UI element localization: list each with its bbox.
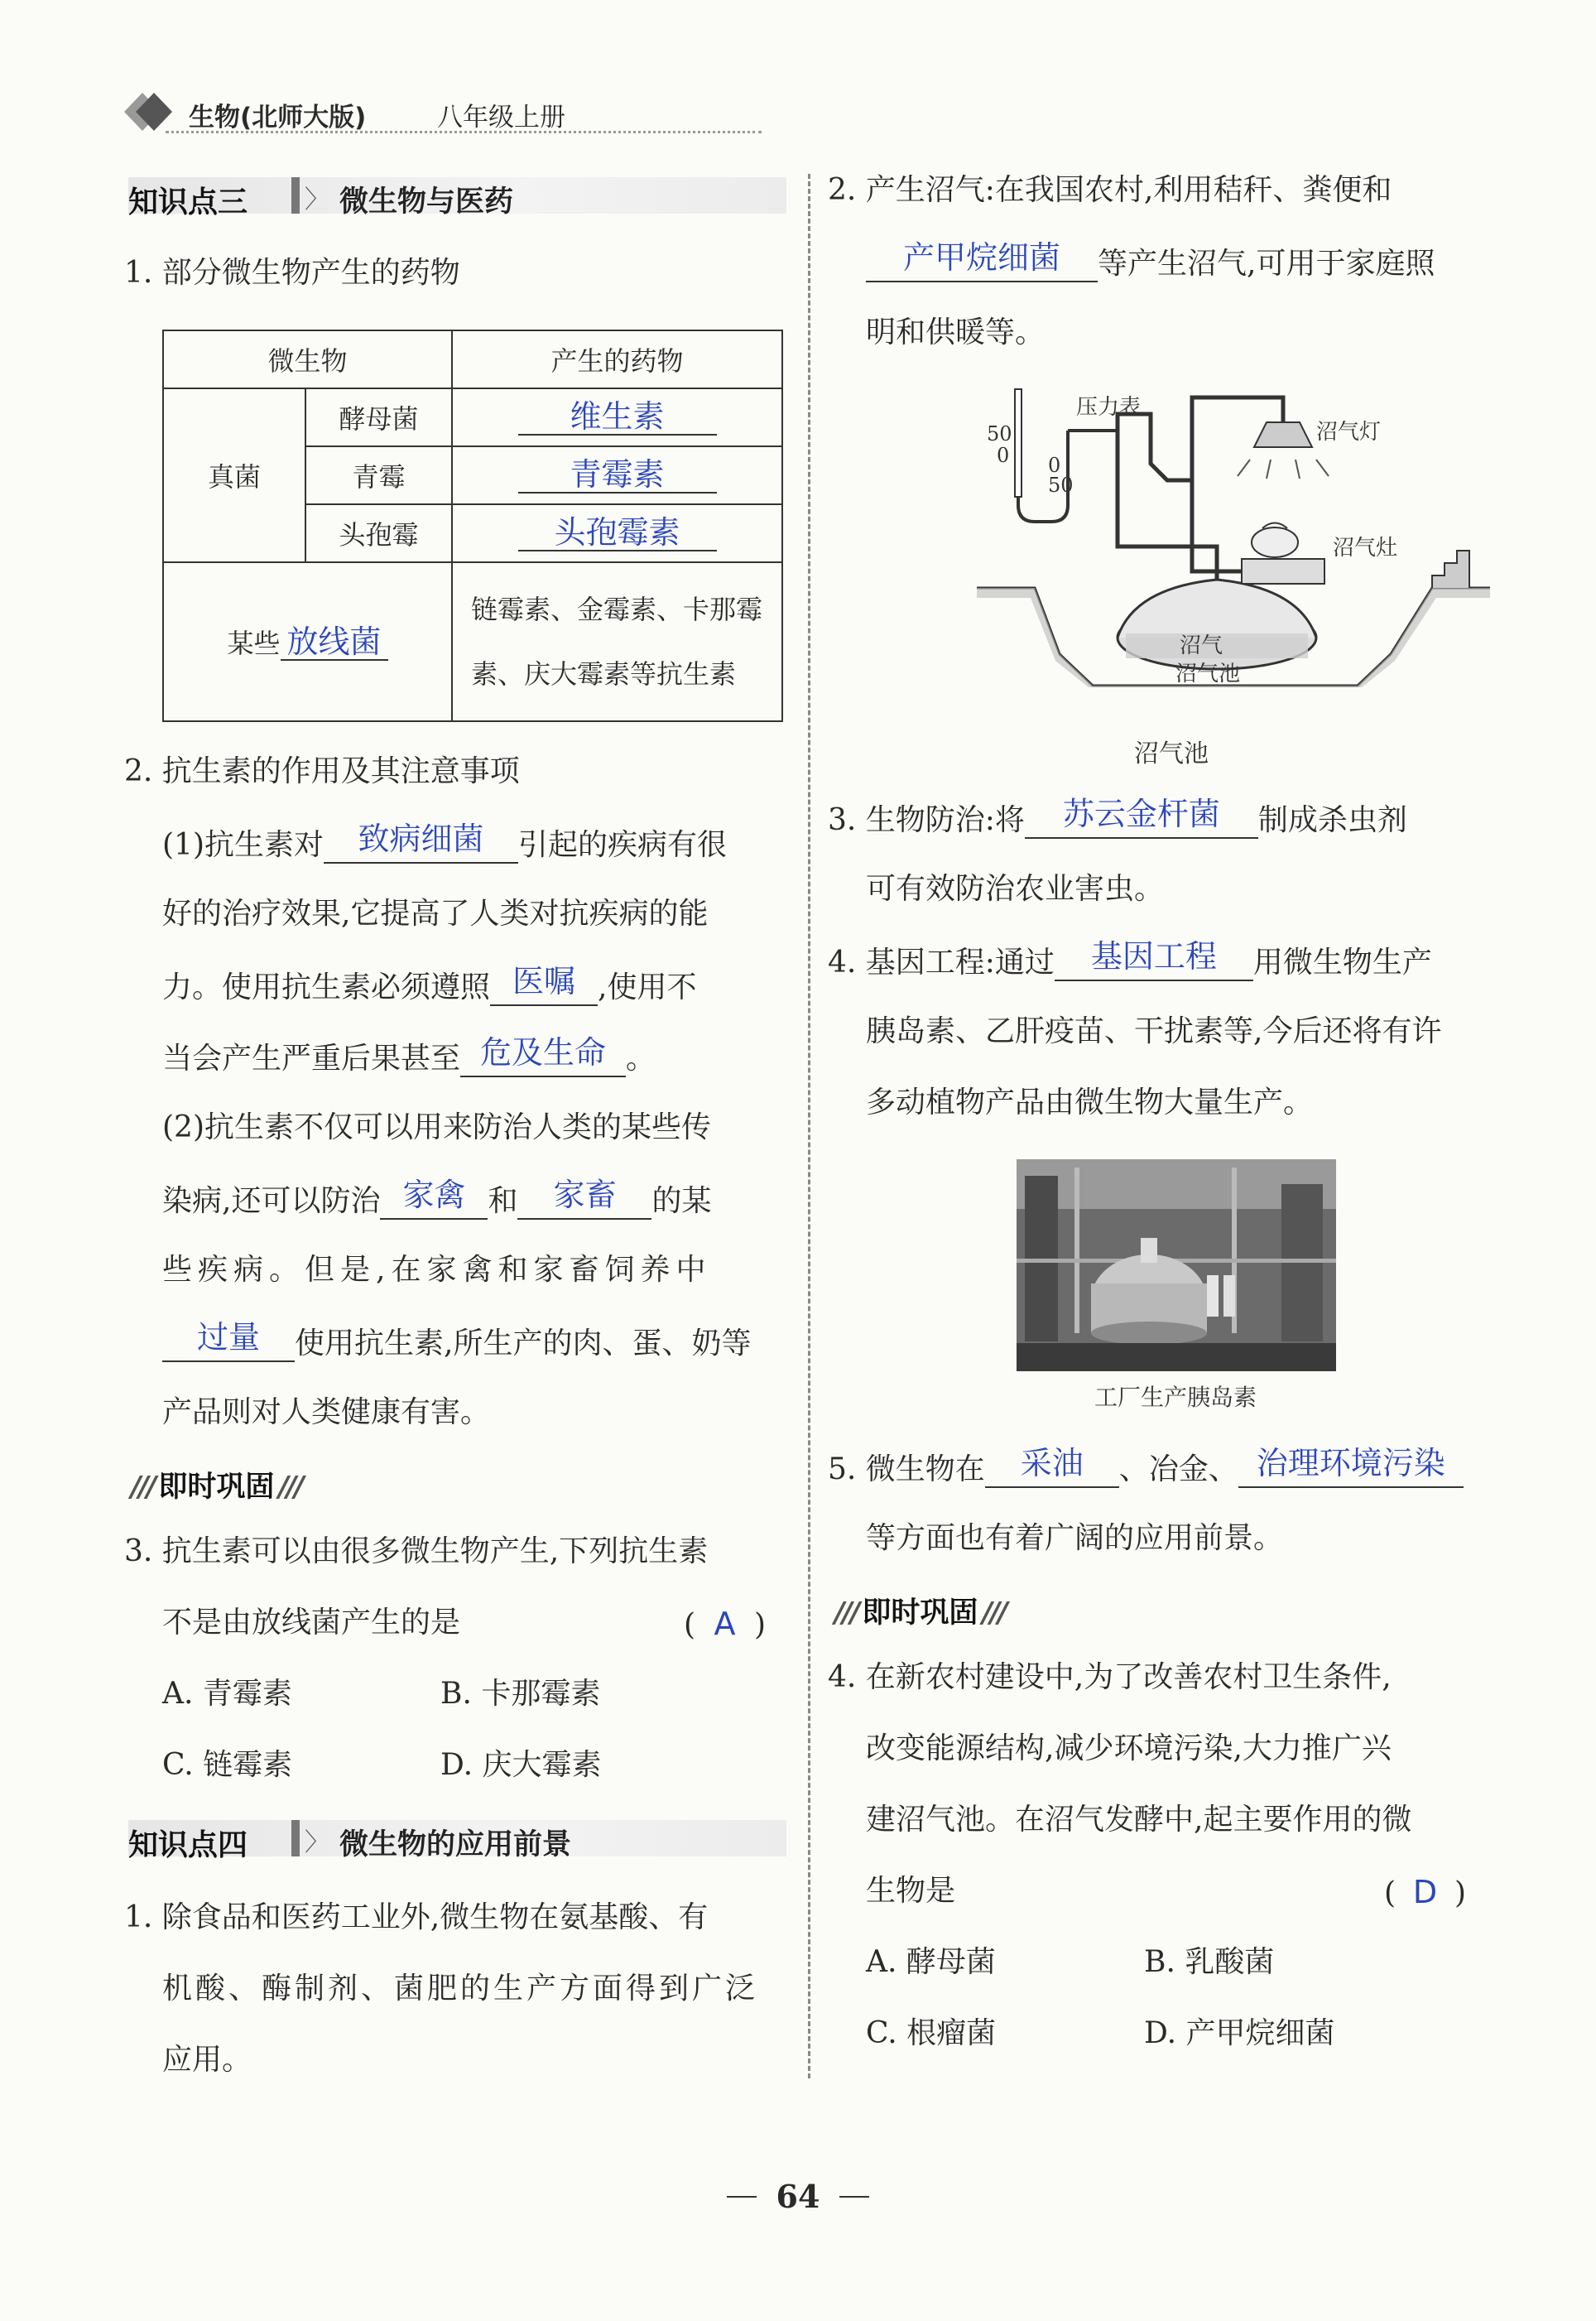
r-item4-line3: 多动植物产品由微生物大量生产。	[866, 1086, 1314, 1120]
diagram-gauge-label: 压力表	[1076, 395, 1142, 420]
p1-text-c: 力。使用抗生素必须遵照	[162, 970, 491, 1004]
r-item3-line2: 可有效防治农业害虫。	[866, 872, 1165, 906]
p1-text-d: ,使用不	[598, 970, 697, 1004]
p1-text-b: 引起的疾病有很	[518, 828, 728, 862]
kp4-divider-icon	[291, 1820, 300, 1856]
p1-line4	[162, 1034, 656, 1077]
q3-line1: 3. 抗生素可以由很多微生物产生,下列抗生素	[124, 1534, 709, 1568]
diamond-icon	[124, 89, 174, 134]
answer-doctor-advice: 医嘱	[512, 963, 576, 999]
column-divider	[808, 174, 810, 2078]
diagram-gas-label: 沼气	[1180, 633, 1223, 658]
r-item4-text-a: 4. 基因工程:通过	[828, 946, 1055, 980]
p2-line2	[162, 1177, 712, 1220]
q4-option-d: D. 产甲烷细菌	[1144, 2016, 1335, 2050]
table-row-actinomycete	[163, 562, 452, 721]
q4-line3: 建沼气池。在沼气发酵中,起主要作用的微	[866, 1803, 1412, 1837]
diagram-scale-50: 50	[987, 422, 1012, 445]
r-item4-line2: 胰岛素、乙肝疫苗、干扰素等,今后还将有许	[866, 1014, 1442, 1048]
answer-pathogenic-bacteria: 致病细菌	[358, 821, 484, 857]
slash-decoration-icon: ///	[131, 1471, 155, 1504]
header-bar	[124, 89, 637, 134]
diagram-scale-50: 50	[1048, 474, 1074, 497]
q4-line2: 改变能源结构,减少环境污染,大力推广兴	[866, 1731, 1392, 1765]
diagram-scale-0: 0	[1048, 454, 1061, 477]
kp3-divider-icon	[291, 177, 300, 214]
q3-answer-paren	[684, 1606, 766, 1642]
r-item2-line2	[866, 239, 1435, 282]
p1-text-a: (1)抗生素对	[162, 828, 324, 862]
q4-answer: D	[1412, 1874, 1438, 1910]
p2-text-a: 染病,还可以防治	[162, 1184, 381, 1218]
r-item3-line1	[828, 796, 1407, 839]
slash-decoration-icon: ///	[834, 1596, 858, 1630]
r-item2-line3: 明和供暖等。	[866, 315, 1046, 349]
item1-title: 1. 部分微生物产生的药物	[124, 256, 460, 290]
k4-item1-line1: 1. 除食品和医药工业外,微生物在氨基酸、有	[124, 1900, 709, 1934]
p2-text-c: 的某	[651, 1184, 712, 1218]
p2-line1: (2)抗生素不仅可以用来防治人类的某些传	[162, 1110, 711, 1144]
diagram-lamp-label: 沼气灯	[1316, 420, 1382, 445]
antibiotics-line2: 素、庆大霉素等抗生素	[471, 658, 737, 690]
answer-livestock: 家畜	[553, 1177, 617, 1213]
item2-title: 2. 抗生素的作用及其注意事项	[124, 754, 520, 788]
answer-methanogen: 产甲烷细菌	[902, 239, 1060, 276]
q3-option-a: A. 青霉素	[162, 1677, 292, 1711]
kp3-label: 知识点三	[128, 185, 248, 219]
table-row-organism: 酵母菌	[305, 388, 452, 446]
answer-vitamin: 维生素	[570, 398, 665, 435]
q4-option-b: B. 乳酸菌	[1144, 1945, 1275, 1979]
r-item4-text-b: 用微生物生产	[1252, 946, 1432, 980]
q4-option-a: A. 酵母菌	[866, 1945, 996, 1979]
r-item2-text-a: 等产生沼气,可用于家庭照	[1098, 247, 1435, 281]
table-row-drug	[452, 446, 782, 504]
diagram-stove-label: 沼气灶	[1333, 536, 1398, 561]
factory-photo	[1017, 1159, 1336, 1371]
answer-penicillin: 青霉素	[570, 456, 665, 493]
biogas-diagram	[969, 381, 1498, 687]
r-item5-text-b: 、冶金、	[1118, 1452, 1238, 1486]
q4-line4: 生物是	[866, 1874, 956, 1908]
table-some-label: 某些	[227, 628, 281, 659]
q3-line2: 不是由放线菌产生的是	[162, 1606, 461, 1640]
answer-poultry: 家禽	[402, 1177, 466, 1213]
table-row-organism: 青霉	[305, 446, 452, 504]
p2-line3: 些疾病。但是,在家禽和家畜饲养中	[162, 1253, 712, 1287]
paren-close: )	[1454, 1876, 1466, 1910]
answer-excessive: 过量	[196, 1319, 260, 1356]
q4-option-c: C. 根瘤菌	[866, 2016, 997, 2050]
chevron-right-icon: 〉	[305, 185, 329, 214]
kp3-title: 微生物与医药	[339, 185, 514, 219]
book-title: 生物(北师大版)	[189, 103, 367, 132]
page-number-bar	[715, 2178, 881, 2215]
k4-item1-line2: 机酸、酶制剂、菌肥的生产方面得到广泛	[162, 1972, 759, 2006]
quiz-header-left	[131, 1464, 302, 1505]
p1-line2: 好的治疗效果,它提高了人类对抗疾病的能	[162, 897, 709, 931]
table-header-drug: 产生的药物	[452, 330, 782, 388]
q3-answer: A	[714, 1606, 736, 1642]
slash-decoration-icon: ///	[278, 1471, 302, 1504]
biogas-caption: 沼气池	[1134, 739, 1209, 768]
p1-text-f: 。	[626, 1042, 656, 1076]
r-item5-text-a: 5. 微生物在	[828, 1452, 985, 1486]
table-header-microbe: 微生物	[163, 330, 452, 388]
answer-actinomycete: 放线菌	[286, 624, 382, 660]
q4-answer-paren	[1384, 1875, 1466, 1910]
p1-line3	[162, 963, 697, 1006]
q3-option-c: C. 链霉素	[162, 1748, 293, 1782]
paren-close: )	[753, 1608, 766, 1642]
page-number: 64	[776, 2178, 820, 2215]
kp4-title: 微生物的应用前景	[339, 1828, 572, 1861]
r-item2-line1: 2. 产生沼气:在我国农村,利用秸秆、粪便和	[828, 173, 1392, 207]
answer-genetic-engineering: 基因工程	[1090, 938, 1217, 975]
p1-text-e: 当会产生严重后果甚至	[162, 1042, 461, 1076]
r-item3-text-b: 制成杀虫剂	[1257, 803, 1407, 837]
p2-text-b: 和	[488, 1184, 518, 1218]
r-item5-line1	[828, 1445, 1464, 1488]
p1-line1	[162, 821, 728, 864]
p2-line4	[162, 1319, 752, 1362]
diagram-pool-label: 沼气池	[1175, 662, 1241, 686]
answer-pollution-control: 治理环境污染	[1256, 1445, 1445, 1481]
medicine-table	[162, 330, 783, 722]
antibiotics-line1: 链霉素、金霉素、卡那霉	[471, 594, 763, 625]
k4-item1-line3: 应用。	[162, 2043, 252, 2077]
table-row-organism: 头孢霉	[305, 504, 452, 562]
answer-endanger-life: 危及生命	[480, 1034, 607, 1071]
q3-option-b: B. 卡那霉素	[440, 1677, 601, 1711]
answer-oil-extraction: 采油	[1020, 1445, 1084, 1481]
factory-caption: 工厂生产胰岛素	[1094, 1384, 1257, 1411]
chevron-right-icon: 〉	[305, 1828, 329, 1857]
p2-line5: 产品则对人类健康有害。	[162, 1395, 491, 1429]
table-antibiotics-cell	[452, 562, 782, 721]
table-row-drug	[452, 388, 782, 446]
diagram-scale-0: 0	[997, 444, 1010, 467]
quiz-title: 即时巩固	[862, 1596, 978, 1630]
p2-text-d: 使用抗生素,所生产的肉、蛋、奶等	[295, 1327, 752, 1360]
quiz-header-right	[834, 1590, 1006, 1631]
q4-line1: 4. 在新农村建设中,为了改善农村卫生条件,	[828, 1660, 1392, 1694]
r-item4-line1	[828, 938, 1432, 981]
q3-option-d: D. 庆大霉素	[440, 1748, 602, 1782]
r-item5-line2: 等方面也有着广阔的应用前景。	[866, 1521, 1284, 1555]
table-row-drug	[452, 504, 782, 562]
answer-cephalosporin: 头孢霉素	[554, 514, 680, 551]
table-group-fungi: 真菌	[163, 388, 305, 562]
slash-decoration-icon: ///	[982, 1596, 1006, 1630]
r-item3-text-a: 3. 生物防治:将	[828, 803, 1025, 837]
header-rule	[166, 131, 762, 133]
answer-bt-bacteria: 苏云金杆菌	[1062, 796, 1220, 832]
quiz-title: 即时巩固	[158, 1471, 275, 1504]
paren-open: (	[1384, 1876, 1396, 1910]
grade-label: 八年级上册	[437, 103, 565, 132]
kp4-label: 知识点四	[128, 1828, 248, 1862]
paren-open: (	[684, 1608, 696, 1642]
